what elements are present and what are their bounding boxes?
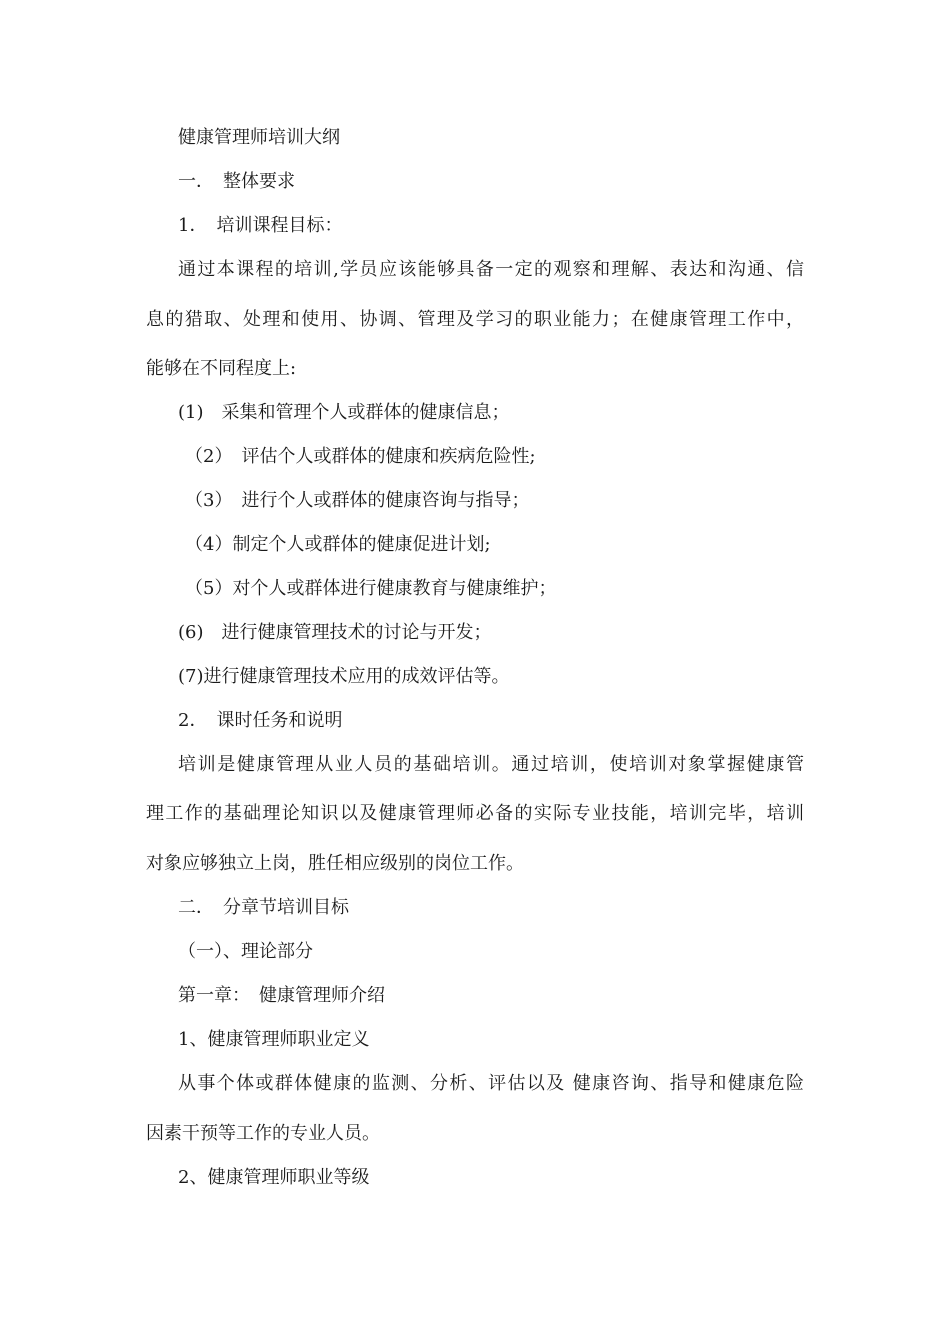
list-item: （3） 进行个人或群体的健康咨询与指导； xyxy=(185,490,530,511)
paragraph-line: 因素干预等工作的专业人员。 xyxy=(146,1123,380,1144)
section-heading-overall-requirements: 一． 整体要求 xyxy=(178,171,295,192)
subheading-hours: 2． 课时任务和说明 xyxy=(178,710,343,731)
paragraph-line: 培训是健康管理从业人员的基础培训。通过培训，使培训对象掌握健康管 xyxy=(178,754,804,775)
subheading-levels: 2、健康管理师职业等级 xyxy=(178,1167,370,1188)
list-item: (7)进行健康管理技术应用的成效评估等。 xyxy=(178,666,510,687)
list-item: （4）制定个人或群体的健康促进计划; xyxy=(185,534,491,555)
paragraph-line: 通过本课程的培训,学员应该能够具备一定的观察和理解、表达和沟通、信 xyxy=(178,259,804,280)
subheading-course-goals: 1． 培训课程目标： xyxy=(178,215,343,236)
subheading-definition: 1、健康管理师职业定义 xyxy=(178,1029,370,1050)
paragraph-line: 能够在不同程度上: xyxy=(146,358,297,379)
paragraph-line: 理工作的基础理论知识以及健康管理师必备的实际专业技能，培训完毕，培训 xyxy=(146,803,804,824)
paragraph-line: 对象应够独立上岗，胜任相应级别的岗位工作。 xyxy=(146,853,524,874)
paragraph-line: 息的猎取、处理和使用、协调、管理及学习的职业能力；在健康管理工作中， xyxy=(146,309,804,330)
list-item: （2） 评估个人或群体的健康和疾病危险性; xyxy=(185,446,536,467)
document-title: 健康管理师培训大纲 xyxy=(178,127,340,148)
section-heading-chapter-goals: 二． 分章节培训目标 xyxy=(178,897,349,918)
chapter-heading: 第一章： 健康管理师介绍 xyxy=(178,985,385,1006)
list-item: (1) 采集和管理个人或群体的健康信息； xyxy=(178,402,510,423)
subheading-theory-part: （一）、理论部分 xyxy=(178,941,313,962)
list-item: （5）对个人或群体进行健康教育与健康维护； xyxy=(185,578,557,599)
list-item: (6) 进行健康管理技术的讨论与开发； xyxy=(178,622,492,643)
paragraph-line: 从事个体或群体健康的监测、分析、评估以及 健康咨询、指导和健康危险 xyxy=(178,1073,804,1094)
